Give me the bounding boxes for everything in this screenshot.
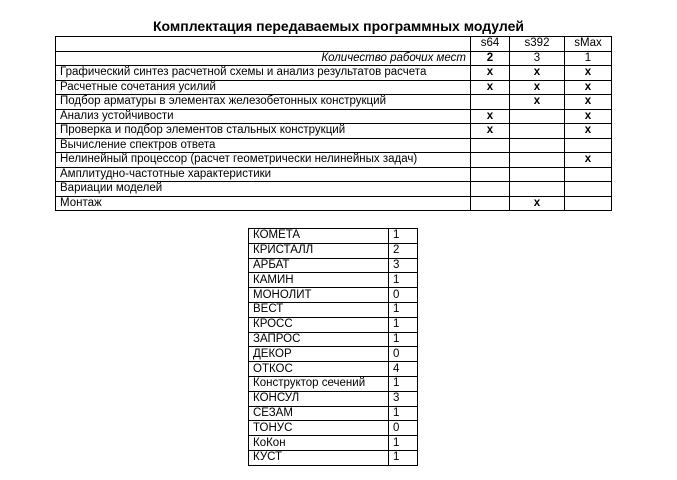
workplaces-value: 3 <box>510 51 565 66</box>
module-row <box>56 124 612 139</box>
program-name: КоКон <box>249 436 389 451</box>
program-count: 1 <box>389 229 418 244</box>
program-name: ОТКОС <box>249 362 389 377</box>
program-name: КОНСУЛ <box>249 391 389 406</box>
program-name: СЕЗАМ <box>249 406 389 421</box>
program-name: ВЕСТ <box>249 302 389 317</box>
program-name: КУСТ <box>249 450 389 465</box>
program-count: 1 <box>389 376 418 391</box>
program-count: 1 <box>389 302 418 317</box>
module-mark <box>510 167 565 182</box>
module-name: Проверка и подбор элементов стальных конструкций <box>56 124 471 139</box>
module-mark: x <box>510 66 565 81</box>
column-header: s392 <box>510 37 565 52</box>
module-name: Графический синтез расчетной схемы и анализ результатов расчета <box>56 66 471 81</box>
module-mark: x <box>565 80 612 95</box>
module-row <box>56 153 612 168</box>
program-count: 1 <box>389 317 418 332</box>
header-row <box>56 37 612 52</box>
module-mark: x <box>510 95 565 110</box>
program-count: 2 <box>389 243 418 258</box>
program-row <box>249 229 418 244</box>
program-name: КАМИН <box>249 273 389 288</box>
module-mark: x <box>565 66 612 81</box>
program-name: Конструктор сечений <box>249 376 389 391</box>
module-name: Расчетные сочетания усилий <box>56 80 471 95</box>
module-mark <box>510 109 565 124</box>
document-title: Комплектация передаваемых программных модулей <box>152 18 525 34</box>
module-mark: x <box>510 196 565 211</box>
module-mark: x <box>510 80 565 95</box>
module-row <box>56 80 612 95</box>
module-mark <box>471 182 510 197</box>
column-header: s64 <box>471 37 510 52</box>
program-row <box>249 406 418 421</box>
module-mark <box>510 153 565 168</box>
module-row <box>56 196 612 211</box>
module-name: Подбор арматуры в элементах железобетонных конструкций <box>56 95 471 110</box>
program-row <box>249 243 418 258</box>
module-mark <box>471 153 510 168</box>
module-mark: x <box>565 124 612 139</box>
program-row <box>249 376 418 391</box>
module-mark <box>471 196 510 211</box>
module-mark: x <box>565 95 612 110</box>
program-row <box>249 450 418 465</box>
program-count: 0 <box>389 288 418 303</box>
module-mark <box>565 167 612 182</box>
module-mark <box>565 138 612 153</box>
workplaces-row <box>56 51 612 66</box>
module-mark <box>471 95 510 110</box>
header-empty-cell <box>56 37 471 52</box>
program-row <box>249 436 418 451</box>
workplaces-value: 2 <box>471 51 510 66</box>
program-name: КРИСТАЛЛ <box>249 243 389 258</box>
module-name: Вычисление спектров ответа <box>56 138 471 153</box>
module-name: Вариации моделей <box>56 182 471 197</box>
module-mark <box>471 138 510 153</box>
program-row <box>249 273 418 288</box>
program-count: 0 <box>389 347 418 362</box>
program-name: КОМЕТА <box>249 229 389 244</box>
program-count: 1 <box>389 436 418 451</box>
module-mark: x <box>471 80 510 95</box>
module-mark <box>510 138 565 153</box>
program-name: МОНОЛИТ <box>249 288 389 303</box>
module-row <box>56 109 612 124</box>
program-row <box>249 362 418 377</box>
modules-table <box>55 36 612 211</box>
program-row <box>249 302 418 317</box>
module-mark <box>565 196 612 211</box>
module-mark: x <box>471 124 510 139</box>
program-count: 1 <box>389 332 418 347</box>
module-row <box>56 66 612 81</box>
module-mark: x <box>565 109 612 124</box>
module-row <box>56 95 612 110</box>
program-name: ЗАПРОС <box>249 332 389 347</box>
module-mark: x <box>471 109 510 124</box>
program-row <box>249 288 418 303</box>
workplaces-label: Количество рабочих мест <box>56 51 471 66</box>
program-row <box>249 317 418 332</box>
module-row <box>56 182 612 197</box>
program-row <box>249 347 418 362</box>
module-name: Анализ устойчивости <box>56 109 471 124</box>
module-name: Монтаж <box>56 196 471 211</box>
program-count: 1 <box>389 406 418 421</box>
program-row <box>249 332 418 347</box>
program-name: ТОНУС <box>249 421 389 436</box>
module-mark <box>510 182 565 197</box>
module-row <box>56 167 612 182</box>
program-count: 0 <box>389 421 418 436</box>
module-mark <box>510 124 565 139</box>
module-mark <box>471 167 510 182</box>
program-count: 1 <box>389 273 418 288</box>
program-count: 1 <box>389 450 418 465</box>
column-header: sMax <box>565 37 612 52</box>
module-name: Амплитудно-частотные характеристики <box>56 167 471 182</box>
module-mark <box>565 182 612 197</box>
module-mark: x <box>565 153 612 168</box>
module-mark: x <box>471 66 510 81</box>
module-name: Нелинейный процессор (расчет геометрически нелинейных задач) <box>56 153 471 168</box>
program-count: 4 <box>389 362 418 377</box>
workplaces-value: 1 <box>565 51 612 66</box>
program-row <box>249 391 418 406</box>
program-row <box>249 258 418 273</box>
program-name: ДЕКОР <box>249 347 389 362</box>
program-row <box>249 421 418 436</box>
module-row <box>56 138 612 153</box>
program-count: 3 <box>389 391 418 406</box>
programs-table <box>248 228 418 466</box>
program-count: 3 <box>389 258 418 273</box>
program-name: КРОСС <box>249 317 389 332</box>
program-name: АРБАТ <box>249 258 389 273</box>
